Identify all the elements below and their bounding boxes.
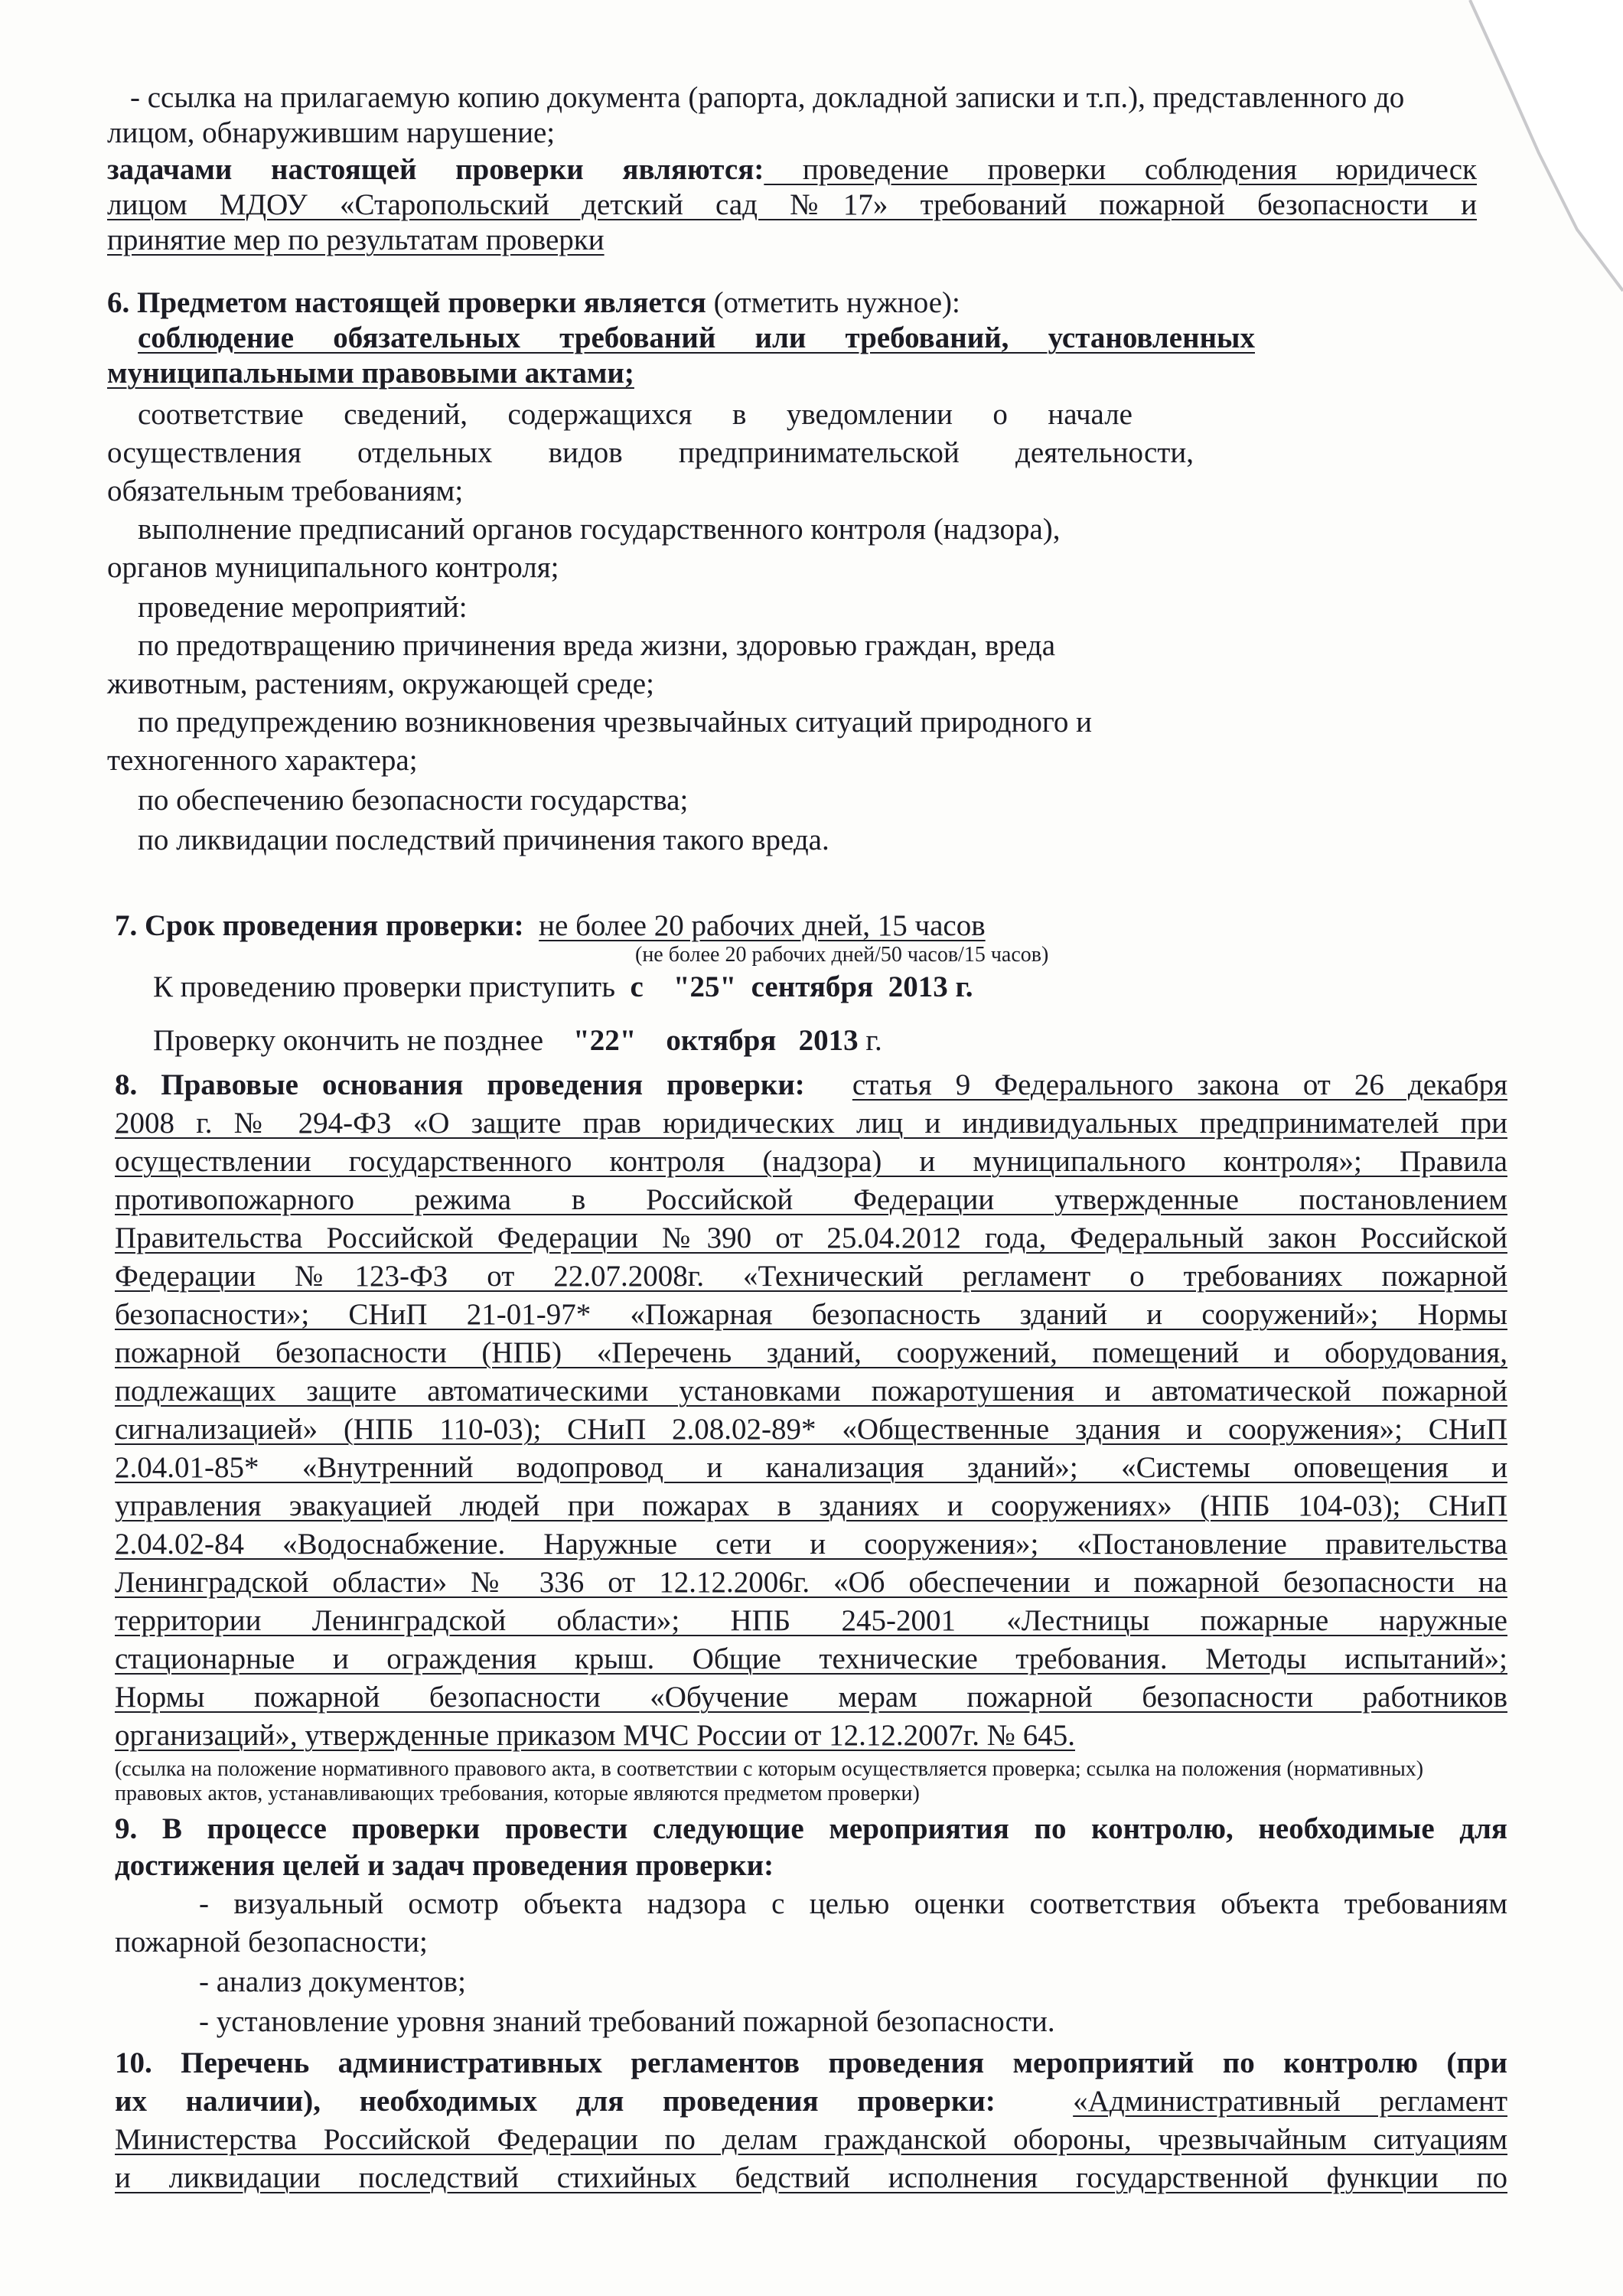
text: - ссылка на прилагаемую копию документа (рапорта, докладной записки и т.п.), представленного до (130, 81, 1405, 114)
tasks-line-1 (107, 153, 1477, 187)
legal-basis-line: Ленинградской области» № 336 от 12.12.2006г. «Об обеспечении и пожарной безопасности на (115, 1566, 1507, 1599)
end-month: октября (666, 1024, 777, 1057)
legal-basis-line: Нормы пожарной безопасности «Обучение мерам пожарной безопасности работников (115, 1681, 1507, 1714)
legal-basis-line: сигнализацией» (НПБ 110-03); СНиП 2.08.02-89* «Общественные здания и сооружения»; СНиП (115, 1413, 1507, 1446)
subject-option-5-cont: животным, растениям, окружающей среде; (107, 667, 654, 700)
start-date-line (153, 970, 973, 1004)
section-9-heading-cont: достижения целей и задач проведения проверки: (115, 1849, 774, 1882)
start-prefix: с (630, 970, 644, 1003)
legal-basis-line: территории Ленинградской области»; НПБ 245-2001 «Лестницы пожарные наружные (115, 1604, 1507, 1637)
heading-note: (отметить нужное): (706, 286, 960, 319)
corner-fold (1470, 0, 1623, 291)
end-suffix: г. (865, 1024, 882, 1057)
start-year: 2013 г. (888, 970, 973, 1003)
regulation-line: и ликвидации последствий стихийных бедствий исполнения государственной функции по (115, 2161, 1507, 2194)
subject-option-1: соблюдение обязательных требований или требований, установленных (138, 321, 1255, 354)
tasks-text: проведение проверки соблюдения юридическ (764, 153, 1477, 186)
subject-option-6-cont: техногенного характера; (107, 744, 418, 777)
section-10-heading: 10. Перечень административных регламентов проведения мероприятий по контролю (при (115, 2047, 1507, 2079)
term-value: не более 20 рабочих дней, 15 часов (539, 909, 986, 942)
measure-item: - визуальный осмотр объекта надзора с целью оценки соответствия объекта требованиям (199, 1887, 1507, 1920)
legal-basis-line: Правительства Российской Федерации №390 от 25.04.2012 года, Федеральный закон Российской (115, 1221, 1507, 1254)
section-7-heading (115, 909, 986, 943)
subject-option-2: соответствие сведений, содержащихся в уведомлении о начале (138, 398, 1133, 431)
copy-reference-line (130, 81, 1477, 115)
basis-text: статья 9 Федерального закона от 26 декабря (852, 1068, 1508, 1101)
legal-basis-note-2: правовых актов, устанавливающих требования, которые являются предметом проверки) (115, 1782, 920, 1805)
tasks-line-3: принятие мер по результатам проверки (107, 223, 605, 256)
legal-basis-line: пожарной безопасности (НПБ) «Перечень зданий, сооружений, помещений и оборудования, (115, 1336, 1507, 1369)
subject-option-5: по предотвращению причинения вреда жизни, здоровью граждан, вреда (138, 629, 1056, 662)
subject-option-1-cont: муниципальными правовыми актами; (107, 357, 634, 390)
heading-text: 6. Предметом настоящей проверки является (107, 286, 706, 319)
end-day: "22" (573, 1024, 637, 1057)
start-day: "25" (673, 970, 737, 1003)
legal-basis-line: 2.04.02-84 «Водоснабжение. Наружные сети и сооружения»; «Постановление правительства (115, 1528, 1507, 1561)
section-6-heading (107, 286, 960, 320)
subject-option-3: выполнение предписаний органов государственного контроля (надзора), (138, 513, 1061, 546)
folded-corner-graphic (1424, 0, 1623, 321)
copy-reference-line-2 (107, 116, 555, 150)
subject-option-6: по предупреждению возникновения чрезвычайных ситуаций природного и (138, 706, 1092, 739)
section-8-heading (115, 1068, 1507, 1102)
measure-item: - установление уровня знаний требований пожарной безопасности. (199, 2005, 1055, 2038)
legal-basis-line: Федерации №123-ФЗ от 22.07.2008г. «Технический регламент о требованиях пожарной (115, 1260, 1507, 1293)
heading-text: 7. Срок проведения проверки: (115, 909, 524, 942)
legal-basis-line: организаций», утвержденные приказом МЧС России от 12.12.2007г. № 645. (115, 1719, 1075, 1752)
heading-text: 8. Правовые основания проведения проверки: (115, 1068, 805, 1101)
measure-item: - анализ документов; (199, 1965, 466, 1998)
end-label: Проверку окончить не позднее (153, 1024, 544, 1057)
end-year: 2013 (798, 1024, 859, 1057)
tasks-label: задачами настоящей проверки являются: (107, 153, 764, 186)
heading-text: их наличии), необходимых для проведения проверки: (115, 2085, 996, 2118)
section-9-heading: 9. В процессе проверки провести следующие мероприятия по контролю, необходимые для (115, 1812, 1507, 1845)
start-month: сентября (751, 970, 874, 1003)
measure-item-cont: пожарной безопасности; (115, 1926, 428, 1958)
legal-basis-line: 2.04.01-85* «Внутренний водопровод и канализация зданий»; «Системы оповещения и (115, 1451, 1507, 1484)
subject-option-8: по ликвидации последствий причинения такого вреда. (138, 823, 829, 856)
legal-basis-line: управления эвакуацией людей при пожарах в зданиях и сооружениях» (НПБ 104-03); СНиП (115, 1489, 1507, 1522)
legal-basis-note: (ссылка на положение нормативного правового акта, в соответствии с которым осуществляется проверка; ссылка на положения (нормативных) (115, 1757, 1424, 1781)
legal-basis-line: подлежащих защите автоматическими установками пожаротушения и автоматической пожарной (115, 1375, 1507, 1407)
subject-option-2-cont-2: обязательным требованиям; (107, 475, 464, 507)
term-note: (не более 20 рабочих дней/50 часов/15 часов) (635, 943, 1049, 967)
subject-option-3-cont: органов муниципального контроля; (107, 551, 559, 584)
text: лицом, обнаружившим нарушение; (107, 116, 556, 149)
legal-basis-line: безопасности»; СНиП 21-01-97* «Пожарная безопасность зданий и сооружений»; Нормы (115, 1298, 1507, 1331)
regulation-text: «Административный регламент (1073, 2085, 1507, 2118)
tasks-line-2: лицом МДОУ «Старопольский детский сад №17» требований пожарной безопасности и (107, 188, 1477, 221)
subject-option-7: по обеспечению безопасности государства; (138, 784, 689, 817)
start-label: К проведению проверки приступить (153, 970, 615, 1003)
end-date-line (153, 1024, 882, 1058)
legal-basis-line: 2008 г. № 294-ФЗ «О защите прав юридических лиц и индивидуальных предпринимателей при (115, 1107, 1507, 1140)
regulation-line: Министерства Российской Федерации по делам гражданской обороны, чрезвычайным ситуациям (115, 2123, 1507, 2156)
section-10-line (115, 2085, 1507, 2118)
legal-basis-line: осуществлении государственного контроля (надзора) и муниципального контроля»; Правила (115, 1145, 1507, 1178)
legal-basis-line: противопожарного режима в Российской Федерации утвержденные постановлением (115, 1183, 1507, 1216)
legal-basis-line: стационарные и ограждения крыш. Общие технические требования. Методы испытаний»; (115, 1642, 1507, 1675)
subject-option-2-cont: осуществления отдельных видов предпринимательской деятельности, (107, 436, 1194, 469)
subject-option-4: проведение мероприятий: (138, 591, 468, 624)
